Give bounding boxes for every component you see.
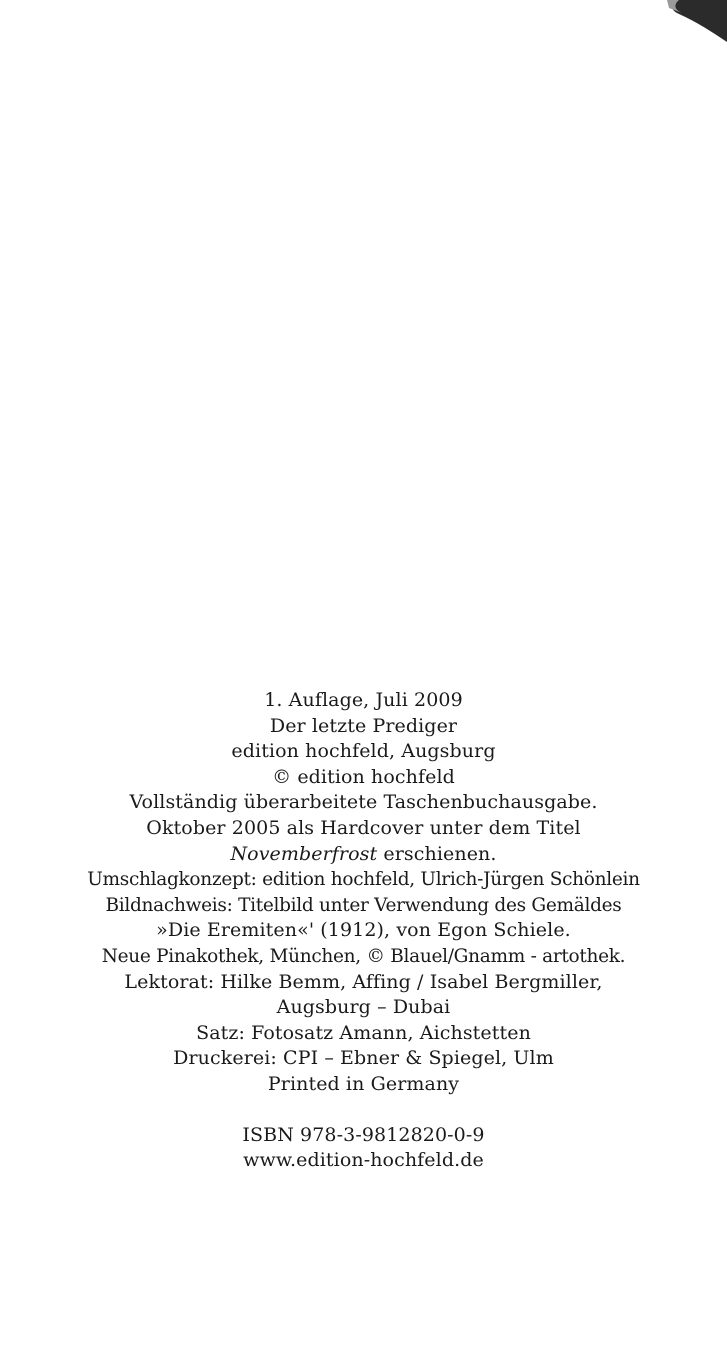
imprint-block [0,688,727,1174]
original-title-suffix: erschienen. [377,842,497,865]
page-corner-shadow [587,0,727,50]
printed-in-line: Printed in Germany [267,1072,460,1095]
spacer [0,1098,727,1123]
hardcover-line: Oktober 2005 als Hardcover unter dem Titel [146,816,581,839]
painting-line: »Die Eremiten«' (1912), von Egon Schiele. [156,919,571,942]
editing-location-line: Augsburg – Dubai [276,996,451,1019]
website-line: www.edition-hochfeld.de [243,1149,484,1172]
copyright-line: © edition hochfeld [272,765,455,788]
book-title-line: Der letzte Prediger [269,714,458,737]
cover-concept-line: Umschlagkonzept: edition hochfeld, Ulrich-Jürgen Schönlein [87,869,640,891]
printer-line: Druckerei: CPI – Ebner & Spiegel, Ulm [173,1047,554,1070]
edition-line: 1. Auflage, Juli 2009 [264,689,463,711]
museum-line: Neue Pinakothek, München, © Blauel/Gnamm - artothek. [101,945,626,967]
revised-edition-line: Vollständig überarbeitete Taschenbuchausgabe. [129,791,598,814]
typesetting-line: Satz: Fotosatz Amann, Aichstetten [196,1021,531,1044]
isbn-line: ISBN 978-3-9812820-0-9 [242,1123,485,1146]
editing-line: Lektorat: Hilke Bemm, Affing / Isabel Bergmiller, [124,970,603,993]
publisher-line: edition hochfeld, Augsburg [231,740,496,763]
original-title-line [0,842,727,868]
original-title: Novemberfrost [230,842,378,865]
image-credit-line: Bildnachweis: Titelbild unter Verwendung des Gemäldes [105,894,622,916]
